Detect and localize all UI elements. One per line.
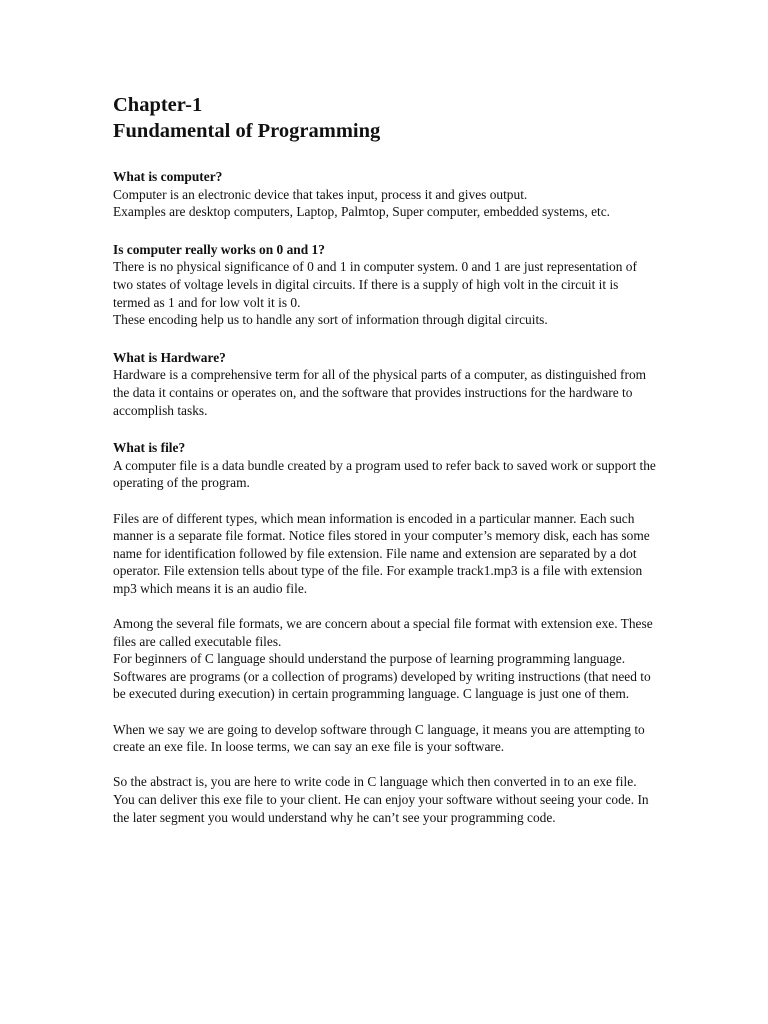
document-page (113, 92, 658, 826)
section-what-is-file (113, 439, 658, 826)
section-heading: Is computer really works on 0 and 1? (113, 241, 325, 257)
paragraph: Examples are desktop computers, Laptop, Palmtop, Super computer, embedded systems, etc. (113, 204, 611, 220)
section-zero-and-one (113, 241, 658, 329)
paragraph: These encoding help us to handle any sort of information through digital circuits. (113, 312, 548, 328)
paragraph: You can deliver this exe file to your client. He can enjoy your software without seeing your code. In the later segment you would understand why he can’t see your programming code. (113, 792, 649, 825)
paragraph: So the abstract is, you are here to write code in C language which then converted in to an exe file. (113, 774, 637, 790)
paragraph: A computer file is a data bundle created by a program used to refer back to saved work or support the operating of the program. (113, 457, 656, 491)
paragraph: Files are of different types, which mean information is encoded in a particular manner. Each such manner is a separate file format. Notice files stored in your computer’s memory disk, each has some name for identification followed by file extension. File name and extension are separated by a dot operator. File extension tells about type of the file. For example track1.mp3 is a file with extension mp3 which means it is an audio file. (113, 510, 650, 596)
section-what-is-computer (113, 168, 658, 221)
section-what-is-hardware (113, 349, 658, 419)
section-heading: What is file? (113, 440, 186, 456)
chapter-title: Fundamental of Programming (113, 120, 381, 142)
paragraph: When we say we are going to develop software through C language, it means you are attempting to create an exe file. In loose terms, we can say an exe file is your software. (113, 721, 645, 755)
paragraph: Hardware is a comprehensive term for all of the physical parts of a computer, as distinguished from the data it contains or operates on, and the software that provides instructions for the hardware to accomplish tasks. (113, 367, 647, 418)
paragraph: For beginners of C language should understand the purpose of learning programming language. Softwares are programs (or a collection of programs) developed by writing instructions (that need to be executed during execution) in certain programming language. C language is just one of them. (113, 651, 651, 702)
chapter-label: Chapter-1 (113, 94, 203, 116)
paragraph: Among the several file formats, we are concern about a special file format with extension exe. These files are called executable files. (113, 616, 653, 649)
paragraph: Computer is an electronic device that takes input, process it and gives output. (113, 186, 528, 202)
paragraph: There is no physical significance of 0 and 1 in computer system. 0 and 1 are just representation of two states of voltage levels in digital circuits. If there is a supply of high volt in the circuit it is termed as 1 and for low volt it is 0. (113, 259, 637, 310)
section-heading: What is Hardware? (113, 349, 226, 365)
section-heading: What is computer? (113, 169, 223, 184)
